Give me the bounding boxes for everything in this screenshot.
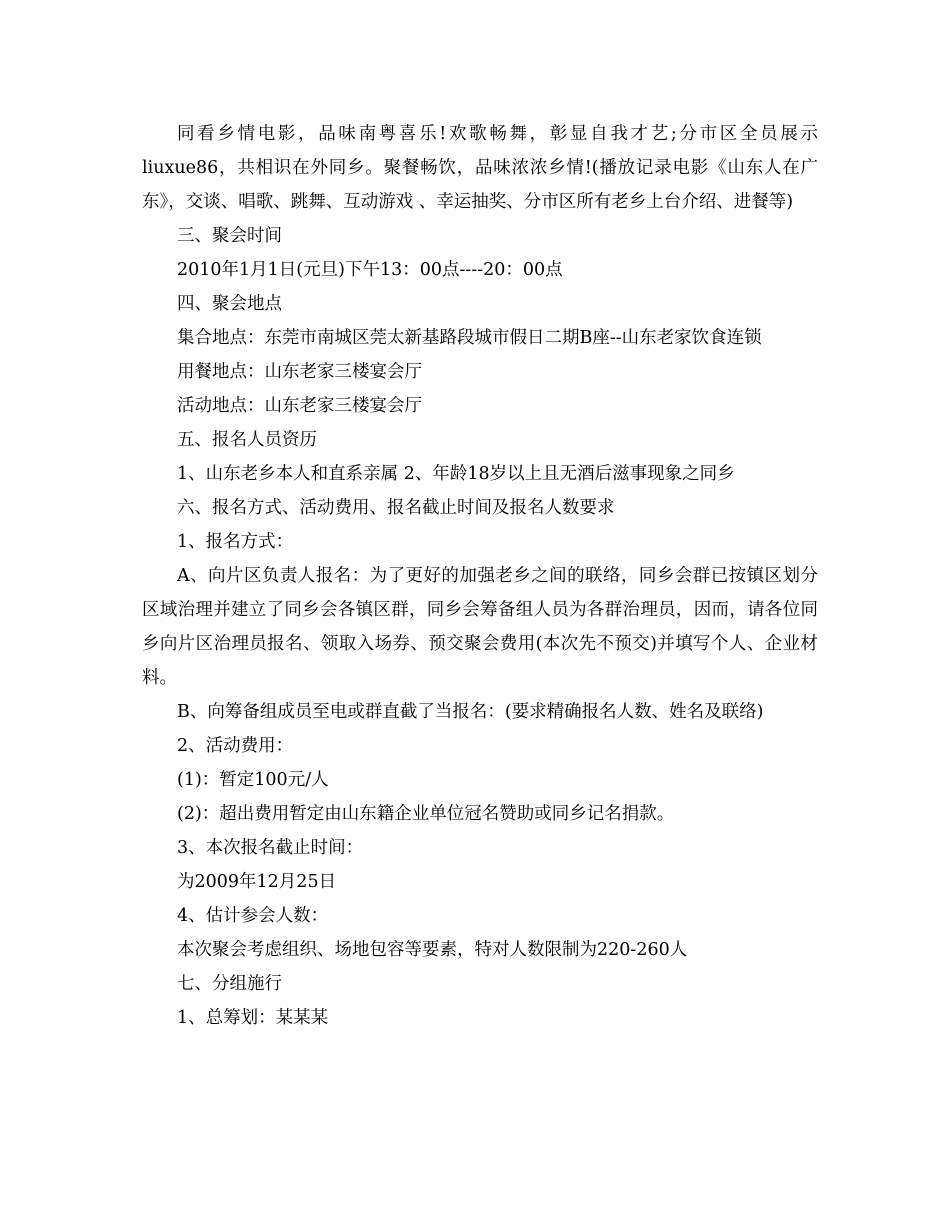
section-heading-signup: 六、报名方式、活动费用、报名截止时间及报名人数要求 <box>177 498 615 518</box>
document-body <box>142 117 818 1035</box>
gather-location: 集合地点：东莞市南城区莞太新基路段城市假日二期B座--山东老家饮食连锁 <box>177 328 762 348</box>
event-time: 2010年1月1日(元旦)下午13：00点----20：00点 <box>177 260 563 280</box>
planner-text: 1、总筹划：某某某 <box>177 1008 329 1028</box>
deadline-heading: 3、本次报名截止时间： <box>177 838 364 858</box>
section-heading-location: 四、聚会地点 <box>177 294 282 314</box>
signup-option-b: B、向筹备组成员至电或群直截了当报名：(要求精确报名人数、姓名及联络) <box>177 702 764 722</box>
section-heading-time: 三、聚会时间 <box>177 226 282 246</box>
intro-paragraph: 同看乡情电影，品味南粤喜乐!欢歌畅舞，彰显自我才艺;分市区全员展示liuxue86，共相识在外同乡。聚餐畅饮，品味浓浓乡情!(播放记录电影《山东人在广东》，交谈、唱歌、跳舞、互动游戏 、幸运抽奖、分市区所有老乡上台介绍、进餐等) <box>142 124 818 212</box>
signup-method-heading: 1、报名方式： <box>177 532 294 552</box>
signup-option-a: A、向片区负责人报名：为了更好的加强老乡之间的联络，同乡会群已按镇区划分区域治理并建立了同乡会各镇区群，同乡会筹备组人员为各群治理员，因而，请各位同乡向片区治理员报名、领取入场券、预交聚会费用(本次先不预交)并填写个人、企业材料。 <box>142 566 818 688</box>
qualification-text: 1、山东老乡本人和直系亲属 2、年龄18岁以上且无酒后滋事现象之同乡 <box>177 464 735 484</box>
attendance-value: 本次聚会考虑组织、场地包容等要素，特对人数限制为220-260人 <box>177 940 688 960</box>
dining-location: 用餐地点：山东老家三楼宴会厅 <box>177 362 422 382</box>
fee-heading: 2、活动费用： <box>177 736 294 756</box>
fee-item-2: (2)：超出费用暂定由山东籍企业单位冠名赞助或同乡记名捐款。 <box>177 804 675 824</box>
fee-item-1: (1)：暂定100元/人 <box>177 770 329 790</box>
deadline-value: 为2009年12月25日 <box>177 872 337 892</box>
attendance-heading: 4、估计参会人数： <box>177 906 329 926</box>
section-heading-qualification: 五、报名人员资历 <box>177 430 317 450</box>
section-heading-groups: 七、分组施行 <box>177 974 282 994</box>
activity-location: 活动地点：山东老家三楼宴会厅 <box>177 396 422 416</box>
